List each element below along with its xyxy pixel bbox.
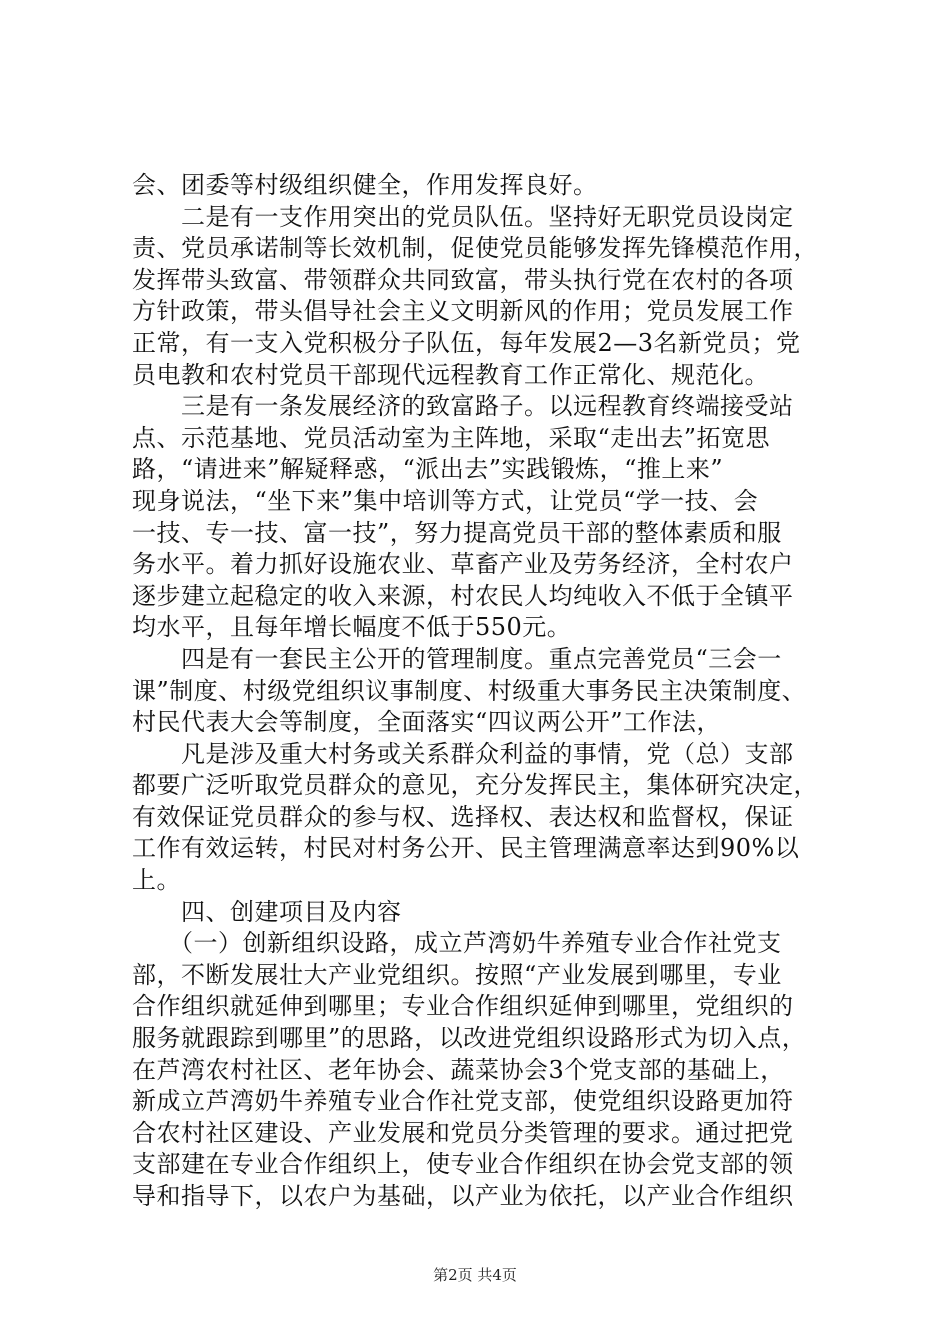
text-line: （一）创新组织设路，成立芦湾奶牛养殖专业合作社党支 (132, 929, 782, 958)
text-line: 导和指导下，以农户为基础，以产业为依托，以产业合作组织 (132, 1182, 794, 1210)
text-line: 路，“请进来”解疑释惑，“派出去”实践锻炼，“推上来” (132, 455, 724, 484)
text-line: 逐步建立起稳定的收入来源，村农民人均纯收入不低于全镇平 (132, 581, 794, 610)
text-line: 方针政策，带头倡导社会主义文明新风的作用；党员发展工作 (132, 297, 794, 326)
text-line: 在芦湾农村社区、老年协会、蔬菜协会3个党支部的基础上， (132, 1055, 785, 1084)
text-line: 务水平。着力抓好设施农业、草畜产业及劳务经济，全村农户 (132, 550, 794, 579)
text-line: 合农村社区建设、产业发展和党员分类管理的要求。通过把党 (132, 1118, 794, 1147)
text-line: 责、党员承诺制等长效机制，促使党员能够发挥先锋模范作用， (132, 234, 818, 263)
text-line: 合作组织就延伸到哪里；专业合作组织延伸到哪里，党组织的 (132, 992, 794, 1021)
text-line: 一技、专一技、富一技”，努力提高党员干部的整体素质和服 (132, 518, 782, 547)
text-line: 点、示范基地、党员活动室为主阵地，采取“走出去”拓宽思 (132, 423, 771, 452)
text-line: 有效保证党员群众的参与权、选择权、表达权和监督权，保证 (132, 802, 794, 831)
text-line: 新成立芦湾奶牛养殖专业合作社党支部，使党组织设路更加符 (132, 1087, 794, 1116)
text-line: 员电教和农村党员干部现代远程教育工作正常化、规范化。 (132, 360, 769, 389)
text-line: 工作有效运转，村民对村务公开、民主管理满意率达到90%以 (132, 834, 800, 863)
text-line: 发挥带头致富、带领群众共同致富，带头执行党在农村的各项 (132, 265, 794, 294)
text-line: 都要广泛听取党员群众的意见，充分发挥民主，集体研究决定， (132, 771, 818, 800)
text-line: 现身说法，“坐下来”集中培训等方式，让党员“学一技、会 (132, 486, 759, 515)
text-line: 凡是涉及重大村务或关系群众利益的事情，党（总）支部 (132, 739, 794, 768)
page-number-footer: 第2页 共4页 (433, 1266, 517, 1284)
text-line: 三是有一条发展经济的致富路子。以远程教育终端接受站 (132, 392, 794, 421)
text-line: 支部建在专业合作组织上，使专业合作组织在协会党支部的领 (132, 1150, 794, 1179)
text-line: 均水平，且每年增长幅度不低于550元。 (132, 613, 572, 642)
text-line: 服务就跟踪到哪里”的思路，以改进党组织设路形式为切入点， (132, 1024, 807, 1053)
document-body (132, 170, 862, 1213)
text-line: 二是有一支作用突出的党员队伍。坚持好无职党员设岗定 (132, 202, 794, 231)
section-heading: 四、创建项目及内容 (132, 897, 402, 926)
text-line: 正常，有一支入党积极分子队伍，每年发展2—3名新党员；党 (132, 328, 801, 357)
text-line: 四是有一套民主公开的管理制度。重点完善党员“三会一 (132, 644, 782, 673)
text-line: 课”制度、村级党组织议事制度、村级重大事务民主决策制度、 (132, 676, 807, 705)
text-line: 上。 (132, 866, 181, 895)
text-line: 会、团委等村级组织健全，作用发挥良好。 (132, 171, 598, 199)
text-line: 村民代表大会等制度，全面落实“四议两公开”工作法， (132, 708, 722, 737)
text-line: 部，不断发展壮大产业党组织。按照“产业发展到哪里，专业 (132, 960, 782, 989)
